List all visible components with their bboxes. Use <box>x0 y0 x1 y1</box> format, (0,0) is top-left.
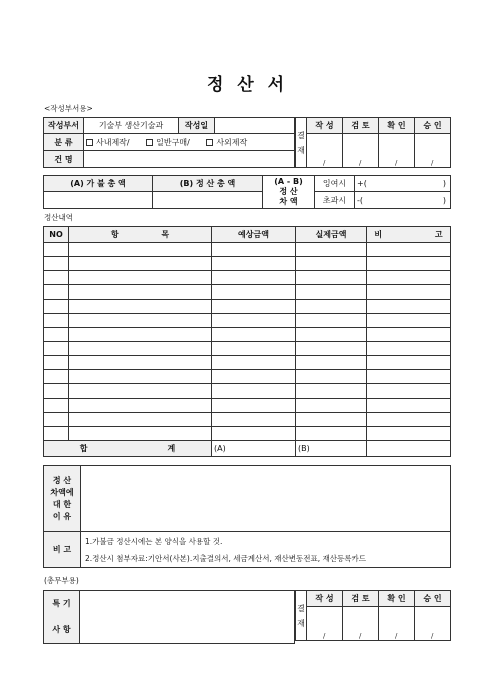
approval-sign-review[interactable]: / <box>343 134 379 168</box>
remarks-line-2: 2.정산시 첨부자료:기안서(사본).지출결의서, 세금계산서, 재산변동전표, 재산등록카드 <box>85 553 366 563</box>
cell-note[interactable] <box>367 412 451 426</box>
cell-expected[interactable] <box>212 341 296 355</box>
total-b[interactable]: (B) <box>296 441 367 457</box>
cell-note[interactable] <box>367 257 451 271</box>
cell-no[interactable] <box>44 341 69 355</box>
approval-col-approve: 승 인 <box>415 118 451 134</box>
cell-item[interactable] <box>69 299 212 313</box>
cell-note[interactable] <box>367 327 451 341</box>
cell-actual[interactable] <box>296 257 367 271</box>
reason-field[interactable] <box>81 466 451 532</box>
table-row <box>44 299 451 313</box>
table-row <box>44 384 451 398</box>
cell-no[interactable] <box>44 285 69 299</box>
approval-sign-review[interactable]: / <box>343 607 379 641</box>
document-title: 정 산 서 <box>206 75 289 95</box>
cell-item[interactable] <box>69 257 212 271</box>
table-row <box>44 285 451 299</box>
special-field[interactable] <box>80 591 295 644</box>
cell-no[interactable] <box>44 257 69 271</box>
approval-sign-write[interactable]: / <box>307 607 343 641</box>
col-expected: 예상금액 <box>212 227 296 243</box>
checkbox-icon <box>86 139 93 146</box>
checkbox-icon <box>146 139 153 146</box>
item-rows <box>44 243 451 441</box>
table-row <box>44 398 451 412</box>
cell-actual[interactable] <box>296 313 367 327</box>
approval-col-confirm: 확 인 <box>379 118 415 134</box>
cell-actual[interactable] <box>296 370 367 384</box>
cell-note[interactable] <box>367 271 451 285</box>
cell-actual[interactable] <box>296 327 367 341</box>
cell-expected[interactable] <box>212 285 296 299</box>
cell-expected[interactable] <box>212 313 296 327</box>
excess-field[interactable]: -( ) <box>355 192 451 209</box>
table-row <box>44 327 451 341</box>
section-label: 정산내역 <box>44 213 73 222</box>
table-row <box>44 341 451 355</box>
cell-expected[interactable] <box>212 370 296 384</box>
table-row <box>44 243 451 257</box>
col-item: 항 목 <box>69 227 212 243</box>
cell-note[interactable] <box>367 341 451 355</box>
reason-table <box>43 465 451 568</box>
cell-actual[interactable] <box>296 412 367 426</box>
cell-expected[interactable] <box>212 412 296 426</box>
diff-label: (A - B) 정 산 차 액 <box>263 176 315 209</box>
dept-value[interactable]: 기술부 생산기술과 <box>84 118 179 134</box>
special-table <box>43 590 295 644</box>
excess-label: 초과시 <box>315 192 355 209</box>
cell-no[interactable] <box>44 299 69 313</box>
class-option-purchase[interactable]: 일반구매/ <box>146 138 190 147</box>
cell-no[interactable] <box>44 356 69 370</box>
cell-item[interactable] <box>69 370 212 384</box>
total-note[interactable] <box>367 441 451 457</box>
approval-side-label: 결 재 <box>296 591 307 641</box>
cell-no[interactable] <box>44 384 69 398</box>
table-row <box>44 370 451 384</box>
cell-item[interactable] <box>69 412 212 426</box>
cell-item[interactable] <box>69 398 212 412</box>
cell-expected[interactable] <box>212 243 296 257</box>
cell-note[interactable] <box>367 313 451 327</box>
remarks-content <box>81 532 451 568</box>
cell-note[interactable] <box>367 243 451 257</box>
approval-col-review: 검 토 <box>343 118 379 134</box>
cell-no[interactable] <box>44 243 69 257</box>
surplus-label: 잉여시 <box>315 176 355 192</box>
cell-expected[interactable] <box>212 426 296 440</box>
cell-no[interactable] <box>44 426 69 440</box>
approval-col-approve: 승 인 <box>415 591 451 607</box>
table-row <box>44 271 451 285</box>
approval-col-review: 검 토 <box>343 591 379 607</box>
remarks-label: 비 고 <box>44 532 81 568</box>
cell-item[interactable] <box>69 243 212 257</box>
cell-note[interactable] <box>367 370 451 384</box>
settle-total-label: (B) 정 산 총 액 <box>153 176 263 192</box>
approval-sign-approve[interactable]: / <box>415 134 451 168</box>
cell-expected[interactable] <box>212 257 296 271</box>
cell-note[interactable] <box>367 384 451 398</box>
special-label: 특 기 사 항 <box>44 591 80 644</box>
advance-total-field[interactable] <box>44 192 153 209</box>
cell-expected[interactable] <box>212 271 296 285</box>
total-label: 합 계 <box>44 441 212 457</box>
cell-expected[interactable] <box>212 398 296 412</box>
approval-col-write: 작 성 <box>307 591 343 607</box>
table-row <box>44 412 451 426</box>
class-option-internal[interactable]: 사내제작/ <box>86 138 130 147</box>
remarks-line-1: 1.가불금 정산시에는 본 양식을 사용할 것. <box>85 536 223 546</box>
cell-no[interactable] <box>44 271 69 285</box>
cell-actual[interactable] <box>296 341 367 355</box>
approval-sign-confirm[interactable]: / <box>379 607 415 641</box>
date-field[interactable] <box>215 118 295 134</box>
cell-note[interactable] <box>367 285 451 299</box>
cell-item[interactable] <box>69 384 212 398</box>
approval-sign-write[interactable]: / <box>307 134 343 168</box>
total-a[interactable]: (A) <box>212 441 296 457</box>
cell-no[interactable] <box>44 313 69 327</box>
approval-box-bottom <box>295 590 451 641</box>
reason-label: 정 산 차액에 대 한 이 유 <box>44 466 81 532</box>
table-row <box>44 313 451 327</box>
cell-no[interactable] <box>44 370 69 384</box>
cell-expected[interactable] <box>212 384 296 398</box>
summary-table <box>43 175 451 209</box>
class-options <box>84 134 295 151</box>
cell-item[interactable] <box>69 327 212 341</box>
cell-no[interactable] <box>44 398 69 412</box>
cell-actual[interactable] <box>296 356 367 370</box>
approval-sign-approve[interactable]: / <box>415 607 451 641</box>
date-label: 작성일 <box>179 118 215 134</box>
cell-note[interactable] <box>367 426 451 440</box>
settle-total-field[interactable] <box>153 192 263 209</box>
approval-sign-confirm[interactable]: / <box>379 134 415 168</box>
class-label: 분 류 <box>44 134 84 151</box>
cell-item[interactable] <box>69 271 212 285</box>
approval-box-top <box>295 117 451 168</box>
approval-side-label: 결 재 <box>296 118 307 168</box>
cell-actual[interactable] <box>296 384 367 398</box>
cell-expected[interactable] <box>212 299 296 313</box>
dept-label: 작성부서 <box>44 118 84 134</box>
col-no: NO <box>44 227 69 243</box>
col-note: 비 고 <box>367 227 451 243</box>
col-actual: 실제금액 <box>296 227 367 243</box>
cell-item[interactable] <box>69 356 212 370</box>
cell-actual[interactable] <box>296 398 367 412</box>
items-table <box>43 226 451 457</box>
cell-actual[interactable] <box>296 243 367 257</box>
general-use-note: (총무부용) <box>44 576 79 585</box>
cell-actual[interactable] <box>296 271 367 285</box>
cell-note[interactable] <box>367 398 451 412</box>
cell-actual[interactable] <box>296 299 367 313</box>
approval-col-confirm: 확 인 <box>379 591 415 607</box>
cell-item[interactable] <box>69 341 212 355</box>
table-row <box>44 426 451 440</box>
advance-total-label: (A) 가 불 총 액 <box>44 176 153 192</box>
table-row <box>44 356 451 370</box>
dept-use-note: <작성부서용> <box>44 104 93 113</box>
header-table <box>43 117 295 168</box>
subject-field[interactable] <box>84 151 295 168</box>
approval-col-write: 작 성 <box>307 118 343 134</box>
cell-item[interactable] <box>69 285 212 299</box>
cell-item[interactable] <box>69 426 212 440</box>
cell-no[interactable] <box>44 412 69 426</box>
checkbox-icon <box>206 139 213 146</box>
subject-label: 건 명 <box>44 151 84 168</box>
cell-actual[interactable] <box>296 285 367 299</box>
cell-note[interactable] <box>367 356 451 370</box>
table-row <box>44 257 451 271</box>
cell-item[interactable] <box>69 313 212 327</box>
cell-actual[interactable] <box>296 426 367 440</box>
cell-no[interactable] <box>44 327 69 341</box>
cell-expected[interactable] <box>212 327 296 341</box>
surplus-field[interactable]: +( ) <box>355 176 451 192</box>
cell-note[interactable] <box>367 299 451 313</box>
class-option-external[interactable]: 사외제작 <box>206 138 247 147</box>
cell-expected[interactable] <box>212 356 296 370</box>
